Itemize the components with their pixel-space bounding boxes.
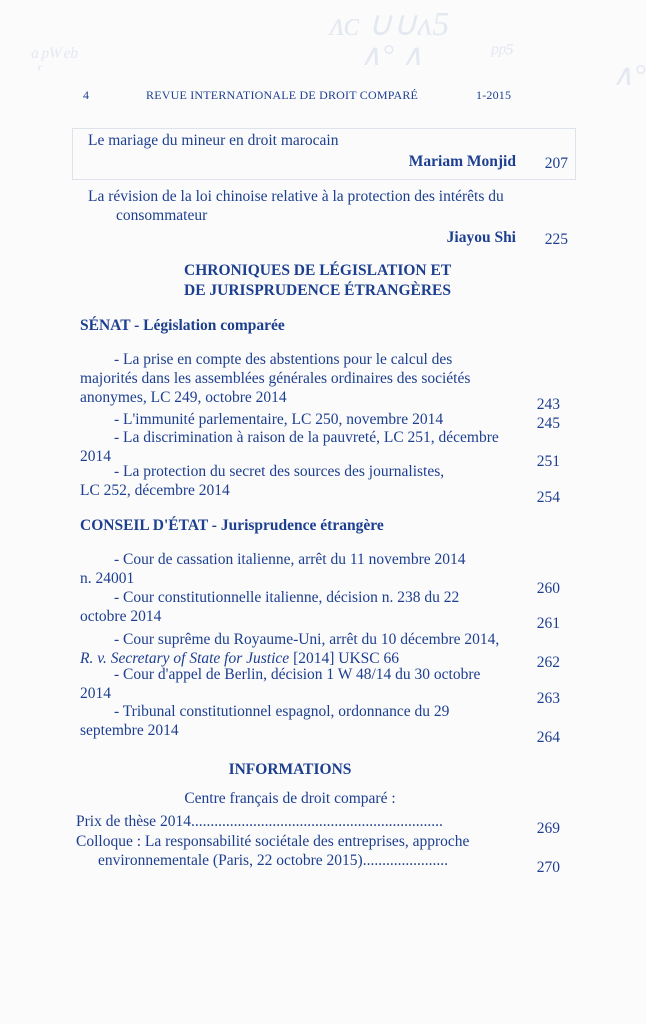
section-heading: DE JURISPRUDENCE ÉTRANGÈRES <box>184 282 451 299</box>
section-heading: INFORMATIONS <box>228 761 352 778</box>
list-item: - Cour suprême du Royaume-Uni, arrêt du 10 décembre 2014, R. v. Secretary of State for Justice [2014] UKSC 66 <box>80 631 500 667</box>
item-page: 254 <box>536 489 560 506</box>
list-item: - Tribunal constitutionnel espagnol, ordonnance du 29 septembre 2014 <box>80 703 450 739</box>
item-page: 269 <box>536 820 560 837</box>
item-page: 270 <box>536 859 560 876</box>
item-page: 260 <box>536 580 560 597</box>
list-item: Prix de thèse 2014................................................................. <box>76 813 443 830</box>
bleed-through: ∧° <box>612 59 646 92</box>
bleed-through: ∧° ∧ <box>360 39 424 72</box>
list-item: - L'immunité parlementaire, LC 250, novembre 2014 <box>114 411 444 428</box>
item-page: 264 <box>536 729 560 746</box>
list-item: - Cour d'appel de Berlin, décision 1 W 48/14 du 30 octobre 2014 <box>80 666 481 702</box>
list-item: - La discrimination à raison de la pauvreté, LC 251, décembre 2014 <box>80 429 499 465</box>
item-page: 263 <box>536 690 560 707</box>
subsection-heading: CONSEIL D'ÉTAT - Jurisprudence étrangère <box>80 517 384 534</box>
list-item: - Cour constitutionnelle italienne, décision n. 238 du 22 octobre 2014 <box>80 589 460 625</box>
article-title: Le mariage du mineur en droit marocain <box>88 132 339 149</box>
item-page: 262 <box>536 654 560 671</box>
list-item: - La prise en compte des abstentions pour le calcul des majorités dans les assemblées générales ordinaires des sociétés anonymes, LC 249, octobre 2014 <box>80 351 471 406</box>
article-page: 207 <box>544 155 568 172</box>
subheading: Centre français de droit comparé : <box>184 790 396 807</box>
list-item: - La protection du secret des sources des journalistes, LC 252, décembre 2014 <box>80 463 445 499</box>
article-page: 225 <box>544 231 568 248</box>
bleed-through: ᵃ᷊ᵖᵂᵉᵇ <box>30 42 77 71</box>
list-item: - Cour de cassation italienne, arrêt du 11 novembre 2014 n. 24001 <box>80 551 466 587</box>
issue-number: 1-2015 <box>476 88 512 102</box>
article-author: Jiayou Shi <box>446 229 516 246</box>
article-author: Mariam Monjid <box>408 153 516 170</box>
subsection-heading: SÉNAT - Législation comparée <box>80 317 285 334</box>
bleed-through: ᴧᴄ ∪∪ʌ5 <box>330 6 450 43</box>
item-page: 261 <box>536 615 560 632</box>
page-number: 4 <box>83 88 90 102</box>
bleed-through: ᵖᵖ⁵ <box>490 38 514 67</box>
item-page: 243 <box>536 396 560 413</box>
item-page: 245 <box>536 415 560 432</box>
article-title: La révision de la loi chinoise relative à la protection des intérêts du consommateur <box>88 188 504 224</box>
section-heading: CHRONIQUES DE LÉGISLATION ET <box>184 262 452 279</box>
item-page: 251 <box>536 453 560 470</box>
list-item: Colloque : La responsabilité sociétale des entreprises, approche environnementale (Paris, 22 octobre 2015)...................... <box>76 833 470 869</box>
journal-title: REVUE INTERNATIONALE DE DROIT COMPARÉ <box>146 88 419 102</box>
